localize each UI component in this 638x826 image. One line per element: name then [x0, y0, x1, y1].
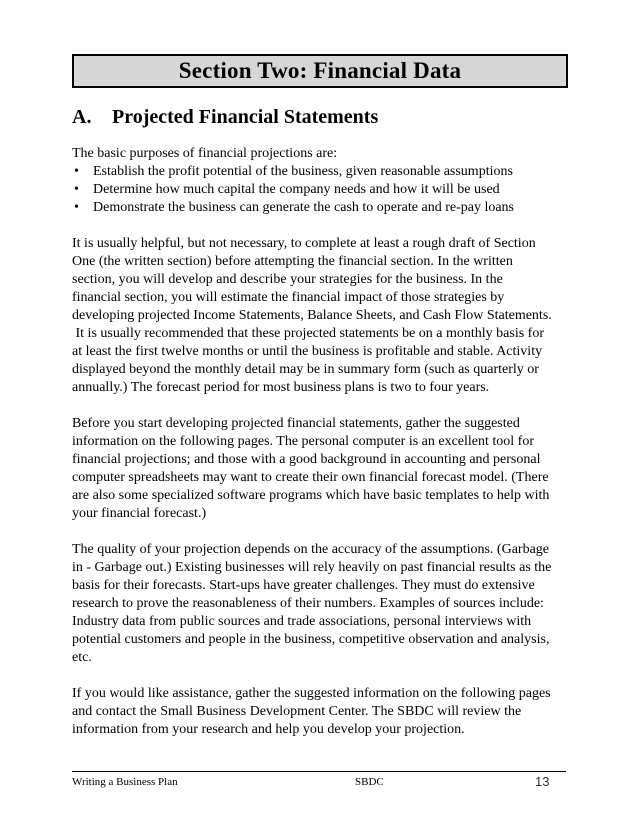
paragraph-3: The quality of your projection depends on the accuracy of the assumptions. (Garbage in - Garbage out.) Existing businesses will rely heavily on past financial results as the basis for their forecasts. Start-ups have greater challenges. They must do extensive research to prove the reasonableness of their numbers. Examples of sources include: Industry data from public sources and trade associations, personal interviews with potential customers and people in the business, competitive observation and analysis, etc. [72, 542, 552, 665]
body-text [72, 145, 572, 739]
footer-document-title: Writing a Business Plan [72, 776, 178, 788]
page-number: 13 [535, 774, 550, 789]
footer-divider [72, 771, 566, 772]
subsection-heading [72, 106, 378, 129]
bullet-icon: • [74, 164, 79, 179]
bullet-item: • Determine how much capital the company needs and how it will be used [74, 182, 500, 197]
bullet-item: • Demonstrate the business can generate the cash to operate and re-pay loans [74, 200, 514, 215]
section-title: Section Two: Financial Data [178, 58, 462, 83]
paragraph-4: If you would like assistance, gather the suggested information on the following pages and contact the Small Business Development Center. The SBDC will review the information from your research and help you develop your projection. [72, 686, 551, 737]
paragraph-2: Before you start developing projected financial statements, gather the suggested information on the following pages. The personal computer is an excellent tool for financial projections; and those with a good background in accounting and personal computer spreadsheets may want to create their own financial forecast model. (There are also some specialized software programs which have basic templates to help with your financial forecast.) [72, 416, 550, 521]
footer-organization: SBDC [355, 776, 384, 788]
intro-line: The basic purposes of financial projections are: [72, 146, 338, 161]
paragraph-1: It is usually helpful, but not necessary, to complete at least a rough draft of Section One (the written section) before attempting the financial section. In the written section, you will develop and describe your strategies for the business. In the financial section, you will estimate the financial impact of those strategies by developing projected Income Statements, Balance Sheets, and Cash Flow Statements. It is usually recommended that these projected statements be on a monthly basis for at least the first twelve months or until the business is profitable and stable. Activity displayed beyond the monthly detail may be in summary form (such as quarterly or annually.) The forecast period for most business plans is two to four years. [72, 236, 552, 395]
subsection-number: A. [72, 106, 92, 128]
bullet-icon: • [74, 200, 79, 215]
bullet-icon: • [74, 182, 79, 197]
subsection-title: Projected Financial Statements [112, 106, 379, 128]
section-title-box [72, 54, 568, 88]
bullet-item: • Establish the profit potential of the business, given reasonable assumptions [74, 164, 513, 179]
